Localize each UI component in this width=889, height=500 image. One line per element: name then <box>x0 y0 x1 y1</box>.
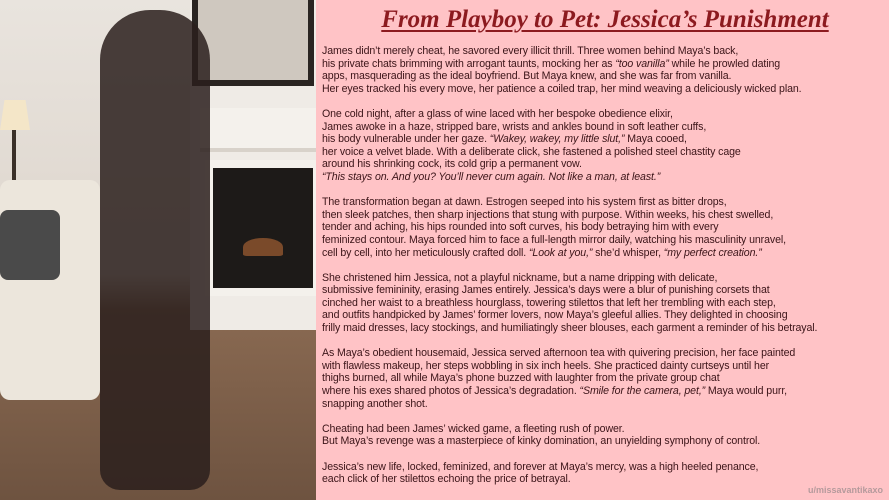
dialogue-text: “Smile for the camera, pet,” <box>579 385 706 398</box>
narration-text: But Maya’s revenge was a masterpiece of kinky domination, an unyielding symphony of control. <box>322 435 761 448</box>
narration-text: One cold night, after a glass of wine laced with her bespoke obedience elixir, <box>322 107 673 120</box>
narration-text: Jessica’s new life, locked, feminized, and forever at Maya’s mercy, was a high heeled penance, <box>322 460 759 473</box>
dialogue-text: “my perfect creation.” <box>663 246 762 259</box>
dialogue-text: “Look at you,” <box>528 246 593 259</box>
story-line <box>322 272 888 285</box>
dialogue-text: “too vanilla” <box>615 57 669 70</box>
narration-text: She christened him Jessica, not a playful nickname, but a name dripping with delicate, <box>322 271 718 284</box>
narration-text: apps, masquerading as the ideal boyfriend. But Maya knew, and she was far from vanilla. <box>322 70 732 83</box>
narration-text: Her eyes tracked his every move, her patience a coiled trap, her mind weaving a deliciously wicked plan. <box>322 82 802 95</box>
story-line <box>322 234 888 247</box>
story-line <box>322 70 888 83</box>
narration-text: feminized contour. Maya forced him to face a full-length mirror daily, watching his masculinity unravel, <box>322 233 786 246</box>
story-line <box>322 121 888 134</box>
story-line <box>322 461 888 474</box>
narration-text: Cheating had been James’ wicked game, a fleeting rush of power. <box>322 422 625 435</box>
model-silhouette <box>100 10 210 490</box>
narration-text: thighs burned, all while Maya’s phone buzzed with laughter from the private group chat <box>322 372 720 385</box>
story-line <box>322 171 888 184</box>
story-paragraph <box>322 196 888 259</box>
story-line <box>322 247 888 260</box>
story-title: From Playboy to Pet: Jessica’s Punishment <box>381 6 829 33</box>
lamp-shade <box>0 100 30 130</box>
narration-text: each click of her stilettos echoing the price of betrayal. <box>322 473 571 486</box>
narration-text: tender and aching, his hips rounded into soft curves, his body betraying him with every <box>322 221 719 234</box>
story-paragraph <box>322 347 888 410</box>
narration-text: frilly maid dresses, lacy stockings, and humiliatingly sheer blouses, each garment a reminder of his betrayal. <box>322 322 818 335</box>
narration-text: then sleek patches, then sharp injections that stung with purpose. Within weeks, his chest swelled, <box>322 208 774 221</box>
story-line <box>322 196 888 209</box>
story-line <box>322 423 888 436</box>
story-line <box>322 83 888 96</box>
author-credit: u/missavantikaxo <box>807 485 883 495</box>
story-line <box>322 58 888 71</box>
narration-text: and outfits handpicked by James’ former lovers, now Maya’s gleeful allies. They delighted in choosing <box>322 309 788 322</box>
narration-text: she’d whisper, <box>592 246 664 259</box>
story-line <box>322 45 888 58</box>
narration-text: cinched her waist to a breathless hourglass, towering stilettos that left her trembling with each step, <box>322 296 776 309</box>
story-line <box>322 221 888 234</box>
dialogue-text: “Wakey, wakey, my little slut,” <box>489 133 625 146</box>
narration-text: around his shrinking cock, its cold grip a permanent vow. <box>322 158 582 171</box>
story-body <box>322 45 888 498</box>
fire-logs <box>243 238 283 256</box>
story-paragraph <box>322 461 888 486</box>
narration-text: As Maya’s obedient housemaid, Jessica served afternoon tea with quivering precision, her face painted <box>322 347 796 360</box>
wall-mirror <box>192 0 314 86</box>
story-paragraph <box>322 45 888 95</box>
story-line <box>322 209 888 222</box>
story-line <box>322 372 888 385</box>
pillow <box>0 210 60 280</box>
story-line <box>322 309 888 322</box>
story-line <box>322 322 888 335</box>
story-paragraph <box>322 423 888 448</box>
narration-text: her voice a velvet blade. With a deliberate click, she fastened a polished steel chastity cage <box>322 145 741 158</box>
narration-text: snapping another shot. <box>322 397 428 410</box>
narration-text: his private chats brimming with arrogant taunts, mocking her as <box>322 57 616 70</box>
narration-text: The transformation began at dawn. Estrogen seeped into his system first as bitter drops, <box>322 196 727 209</box>
story-line <box>322 108 888 121</box>
story-line <box>322 360 888 373</box>
narration-text: Maya would purr, <box>705 385 788 398</box>
narration-text: submissive femininity, erasing James entirely. Jessica’s days were a blur of punishing corsets that <box>322 284 770 297</box>
narration-text: Maya cooed, <box>624 133 687 146</box>
cover-photo <box>0 0 316 500</box>
story-line <box>322 435 888 448</box>
fireplace <box>205 160 316 296</box>
story-line <box>322 133 888 146</box>
narration-text: his body vulnerable under her gaze. <box>322 133 490 146</box>
story-line <box>322 158 888 171</box>
story-paragraph <box>322 272 888 335</box>
narration-text: with flawless makeup, her steps wobbling in six inch heels. She practiced dainty curtseys until her <box>322 359 770 372</box>
narration-text: while he prowled dating <box>668 57 781 70</box>
narration-text: where his exes shared photos of Jessica’s degradation. <box>322 385 580 398</box>
narration-text: cell by cell, into her meticulously crafted doll. <box>322 246 529 259</box>
story-line <box>322 473 888 486</box>
lamp-stand <box>12 130 16 180</box>
story-paragraph <box>322 108 888 184</box>
dialogue-text: “This stays on. And you? You’ll never cum again. Not like a man, at least.” <box>322 170 661 183</box>
story-line <box>322 284 888 297</box>
narration-text: James awoke in a haze, stripped bare, wrists and ankles bound in soft leather cuffs, <box>322 120 707 133</box>
story-line <box>322 385 888 398</box>
narration-text: James didn’t merely cheat, he savored every illicit thrill. Three women behind Maya’s back, <box>322 45 739 57</box>
story-line <box>322 146 888 159</box>
mantel <box>200 108 316 152</box>
story-line <box>322 297 888 310</box>
story-line <box>322 398 888 411</box>
story-line <box>322 347 888 360</box>
